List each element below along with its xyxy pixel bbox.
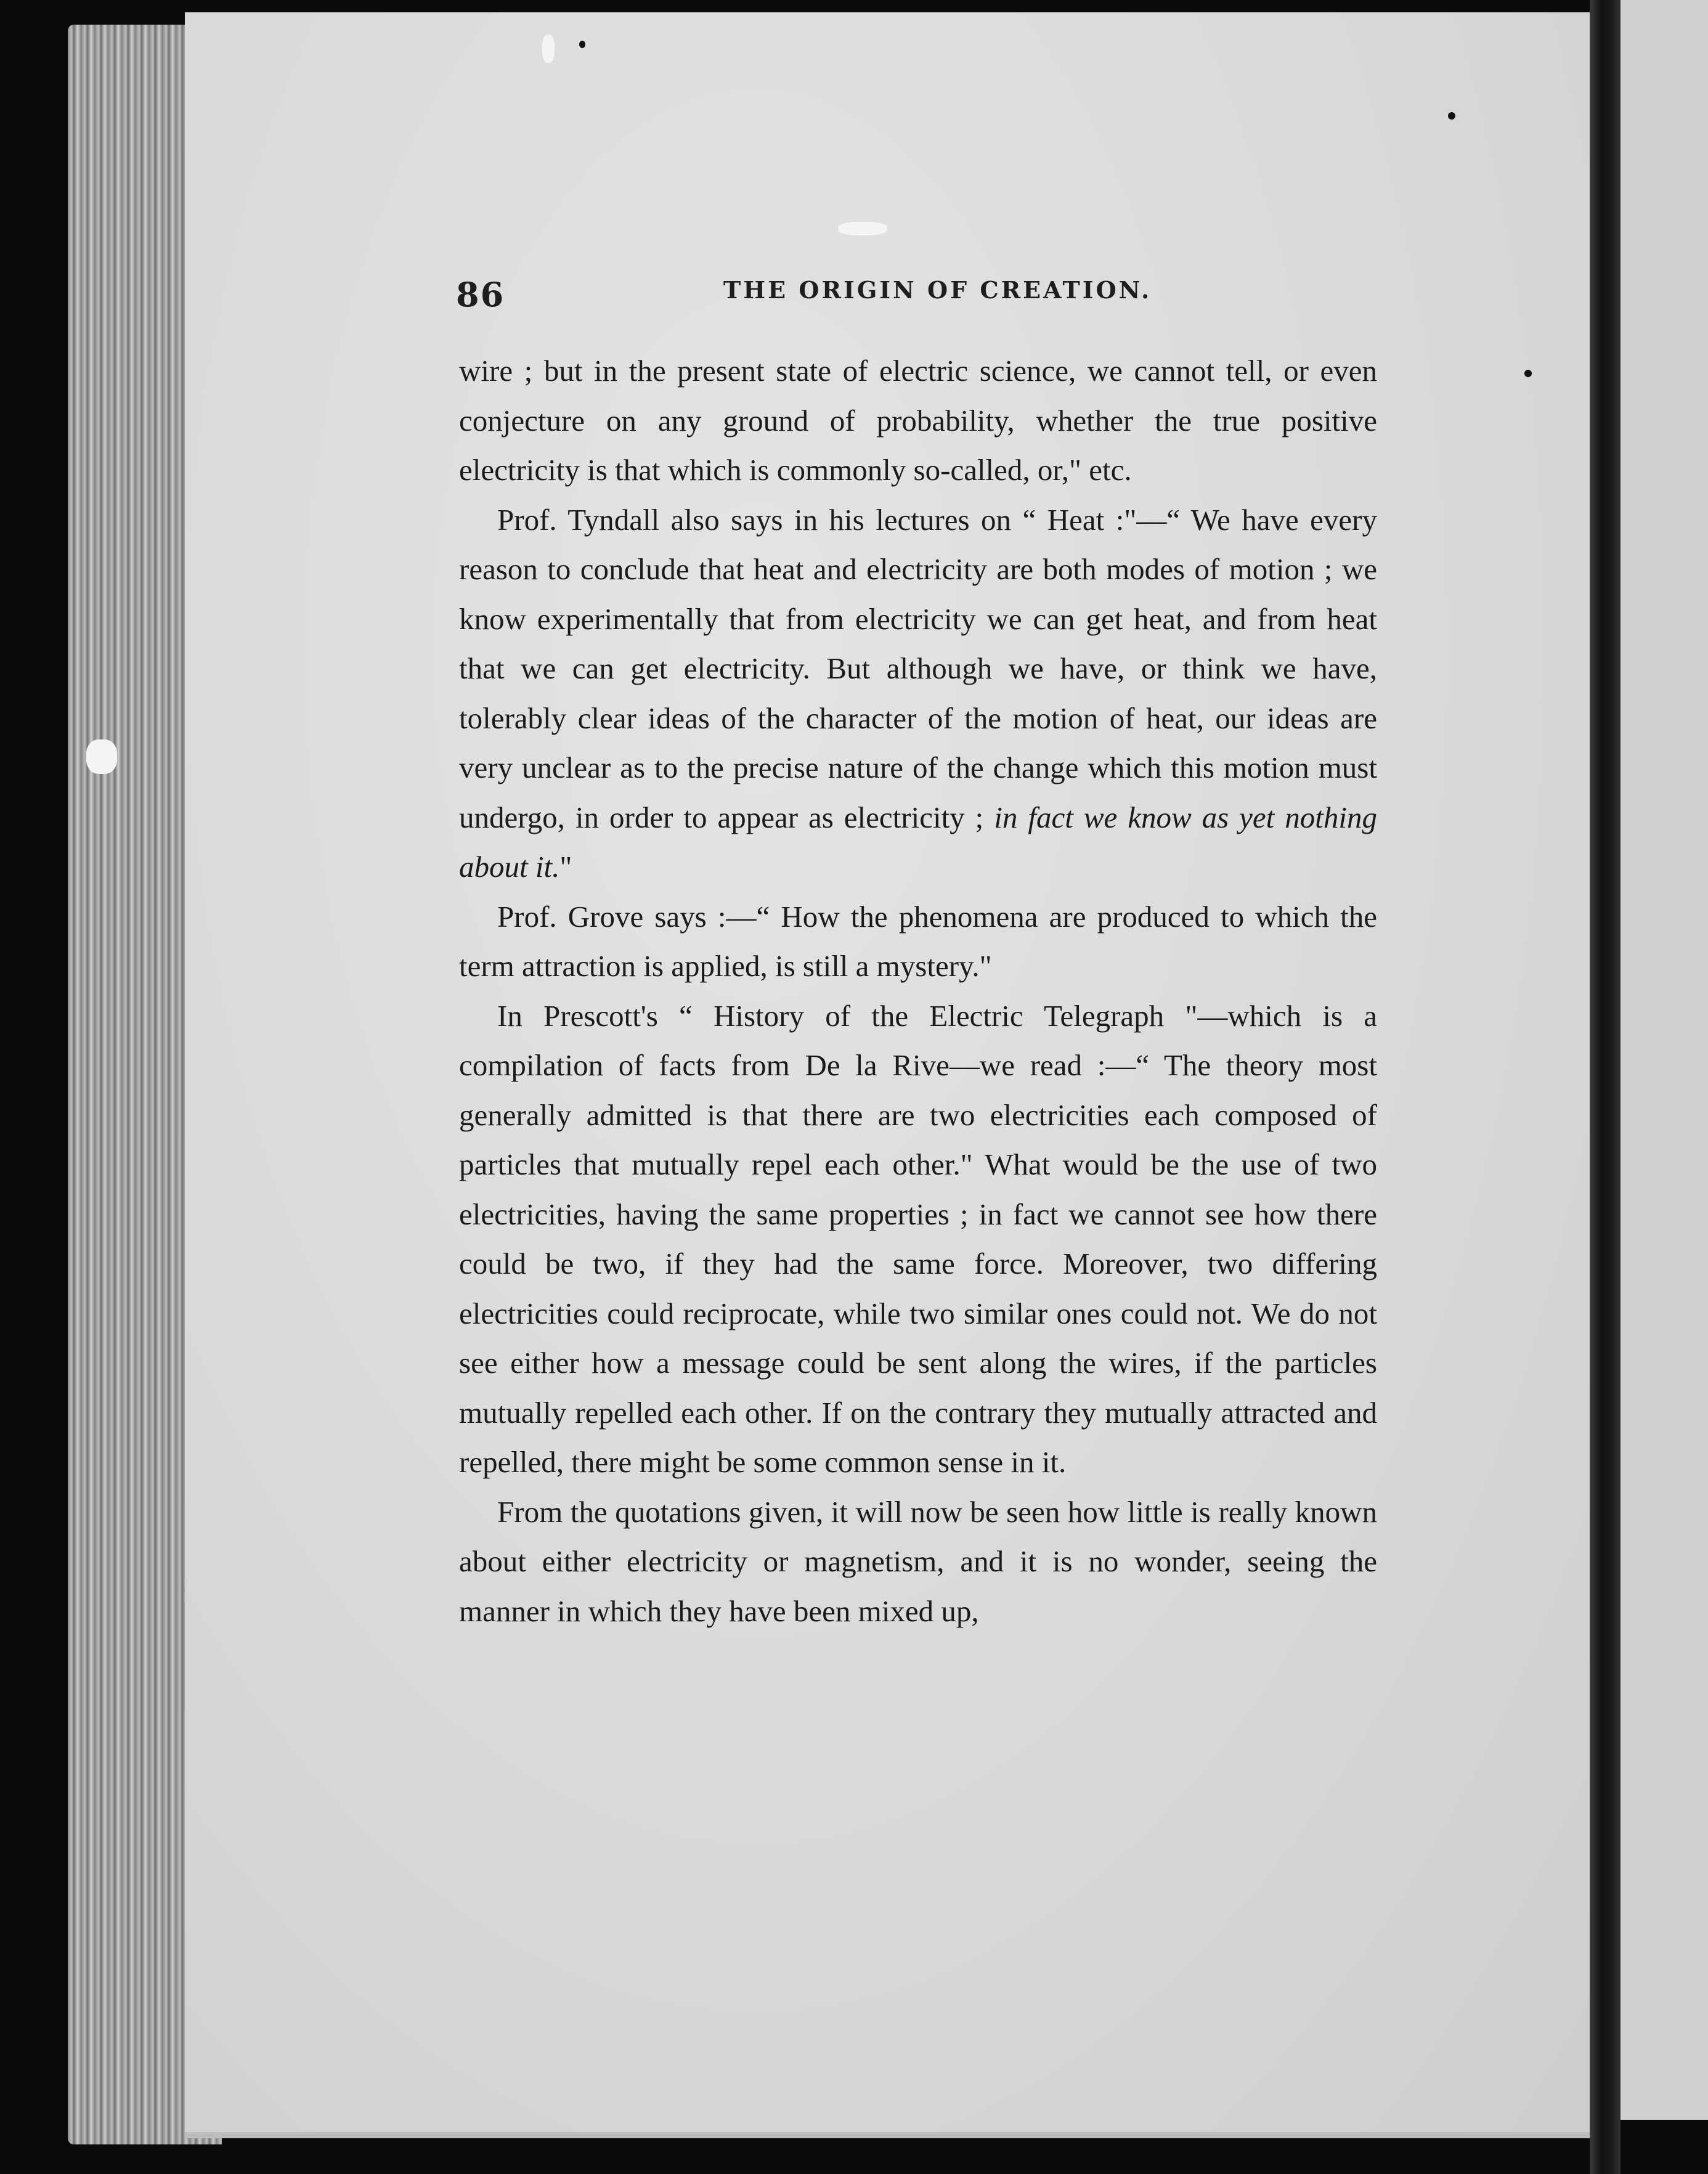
paragraph: [459, 495, 1377, 892]
scan-speck: [579, 41, 585, 48]
scan-scratch: [838, 222, 887, 235]
scan-scratch: [86, 739, 117, 774]
scan-speck: [1448, 112, 1455, 120]
page-number: 86: [456, 275, 505, 314]
page-title: THE ORIGIN OF CREATION.: [723, 276, 1152, 304]
scan-scratch: [542, 35, 555, 63]
paragraph-tail: ": [559, 850, 572, 884]
body-text: [459, 346, 1377, 1636]
paragraph: From the quotations given, it will now be seen how little is really known about either electricity or magnetism, and it is no wonder, seeing the manner in which they have been mixed up,: [459, 1494, 1377, 1628]
book-gutter: [1590, 0, 1621, 2174]
paragraph: In Prescott's “ History of the Electric Telegraph "—which is a compilation of facts from De la Rive—we read :—“ The theory most generally admitted is that there are two electricities each composed of particles that mutually repel each other." What would be the use of two electricities, having the same properties ; in fact we cannot see how there could be two, if they had the same force. Moreover, two differing electricities could reciprocate, while two similar ones could not. We do not see either how a message could be sent along the wires, if the particles mutually repelled each other. If on the contrary they mutually attracted and repelled, there might be some common sense in it.: [459, 998, 1377, 1479]
paragraph-text: Prof. Tyndall also says in his lectures on “ Heat :"—“ We have every reason to conclude that heat and electricity are both modes of motion ; we know experimentally that from electricity we can get heat, and from heat that we can get electricity. But although we have, or think we have, tolerably clear ideas of the character of the motion of heat, our ideas are very unclear as to the precise nature of the change which this motion must undergo, in order to appear as electricity ;: [459, 502, 1377, 834]
paragraph: Prof. Grove says :—“ How the phenomena are produced to which the term attraction is applied, is still a mystery.": [459, 899, 1377, 983]
paragraph-italic: in fact we know as yet nothing about it.: [459, 800, 1378, 884]
paragraph: wire ; but in the present state of electric science, we cannot tell, or even conjecture on any ground of probability, whether the true positive electricity is that which is commonly so-called, or," etc.: [459, 354, 1377, 487]
facing-page-edge: [1621, 0, 1708, 2120]
scan-speck: [1524, 370, 1532, 377]
running-head: [456, 258, 1380, 325]
